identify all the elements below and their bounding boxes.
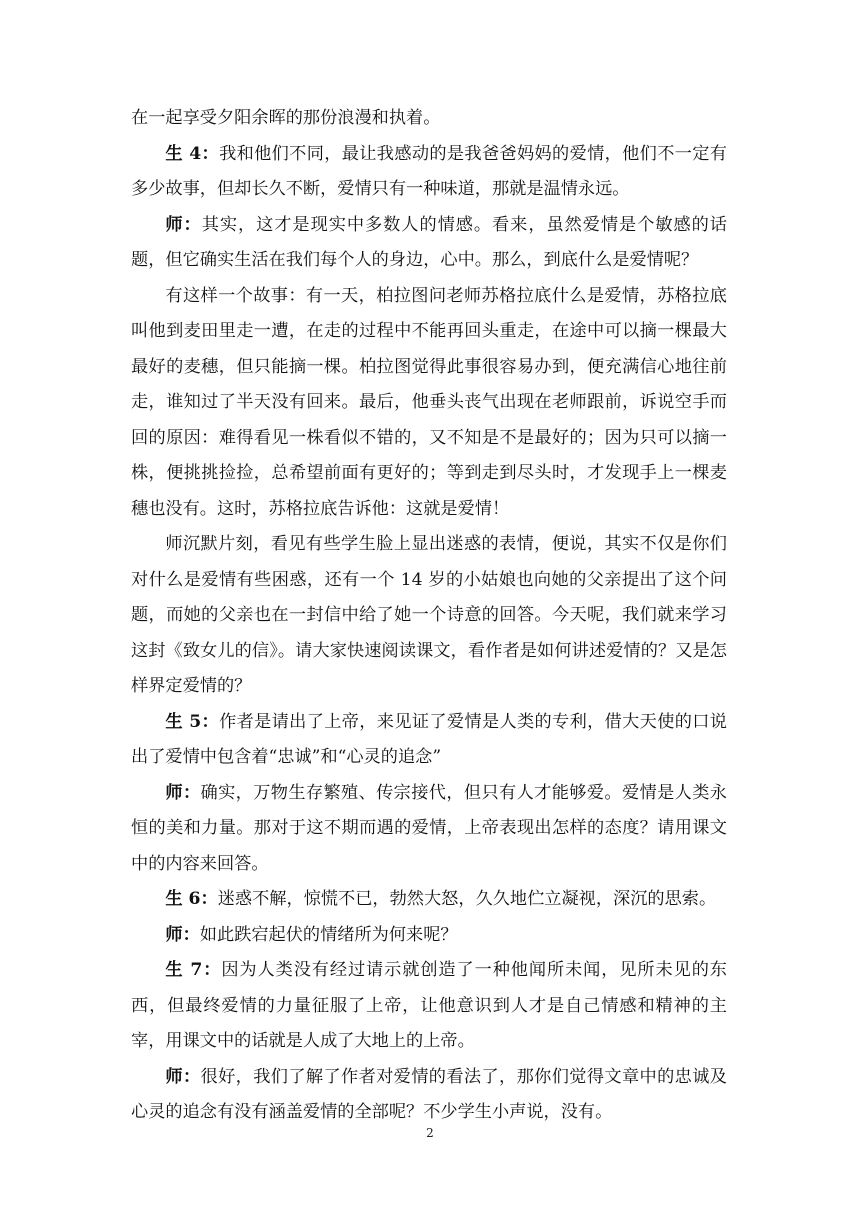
speaker-label: 生 6： xyxy=(165,889,218,909)
paragraph-text: 其实，这才是现实中多数人的情感。看来，虽然爱情是个敏感的话题，但它确实生活在我们每个人的身边，心中。那么，到底什么是爱情呢？ xyxy=(131,214,727,270)
paragraph xyxy=(131,101,727,137)
speaker-label: 师： xyxy=(165,782,201,803)
paragraph xyxy=(131,918,727,954)
paragraph-text: 迷惑不解，惊慌不已，勃然大怒，久久地伫立凝视，深沉的思索。 xyxy=(217,889,717,909)
paragraph-text: 很好，我们了解了作者对爱情的看法了，那你们觉得文章中的忠诚及心灵的追念有没有涵盖爱情的全部呢？不少学生小声说，没有。 xyxy=(131,1066,727,1122)
paragraph xyxy=(131,279,727,528)
paragraph xyxy=(131,776,727,883)
speaker-label: 师： xyxy=(165,924,200,945)
paragraph-text: 在一起享受夕阳余晖的那份浪漫和执着。 xyxy=(131,108,441,128)
paragraph xyxy=(131,953,727,1060)
paragraph-text: 确实，万物生存繁殖、传宗接代，但只有人才能够爱。爱情是人类永恒的美和力量。那对于这不期而遇的爱情，上帝表现出怎样的态度？请用课文中的内容来回答。 xyxy=(131,782,727,874)
paragraph-text: 有这样一个故事：有一天，柏拉图问老师苏格拉底什么是爱情，苏格拉底叫他到麦田里走一遭，在走的过程中不能再回头重走，在途中可以摘一棵最大最好的麦穗，但只能摘一棵。柏拉图觉得此事很容易办到，便充满信心地往前走，谁知过了半天没有回来。最后，他垂头丧气出现在老师跟前，诉说空手而回的原因：难得看见一株看似不错的，又不知是不是最好的；因为只可以摘一株，便挑挑捡捡，总希望前面有更好的；等到走到尽头时，才发现手上一棵麦穗也没有。这时，苏格拉底告诉他：这就是爱情！ xyxy=(131,285,727,519)
speaker-label: 生 7： xyxy=(165,960,222,980)
paragraph xyxy=(131,208,727,279)
paragraph-text: 师沉默片刻，看见有些学生脸上显出迷惑的表情，便说，其实不仅是你们对什么是爱情有些困惑，还有一个 14 岁的小姑娘也向她的父亲提出了这个问题，而她的父亲也在一封信中给了她一个诗意的回答。今天呢，我们就来学习这封《致女儿的信》。请大家快速阅读课文，看作者是如何讲述爱情的？又是怎样界定爱情的？ xyxy=(131,534,727,696)
speaker-label: 师： xyxy=(165,1066,201,1087)
paragraph-text: 如此跌宕起伏的情绪所为何来呢？ xyxy=(199,924,458,945)
paragraph-text: 我和他们不同，最让我感动的是我爸爸妈妈的爱情，他们不一定有多少故事，但却长久不断，爱情只有一种味道，那就是温情永远。 xyxy=(131,143,727,199)
speaker-label: 师： xyxy=(165,214,202,235)
paragraph xyxy=(131,705,727,776)
document-body xyxy=(131,101,727,1131)
paragraph xyxy=(131,527,727,705)
speaker-label: 生 5： xyxy=(165,711,220,732)
paragraph-text: 作者是请出了上帝，来见证了爱情是人类的专利，借大天使的口说出了爱情中包含着“忠诚”和“心灵的追念” xyxy=(131,711,727,767)
paragraph xyxy=(131,1060,727,1131)
paragraph xyxy=(131,137,727,208)
page-number: 2 xyxy=(426,1126,434,1140)
speaker-label: 生 4： xyxy=(165,143,220,164)
paragraph xyxy=(131,882,727,918)
paragraph-text: 因为人类没有经过请示就创造了一种他闻所未闻，见所未见的东西，但最终爱情的力量征服了上帝，让他意识到人才是自己情感和精神的主宰，用课文中的话就是人成了大地上的上帝。 xyxy=(131,960,727,1051)
